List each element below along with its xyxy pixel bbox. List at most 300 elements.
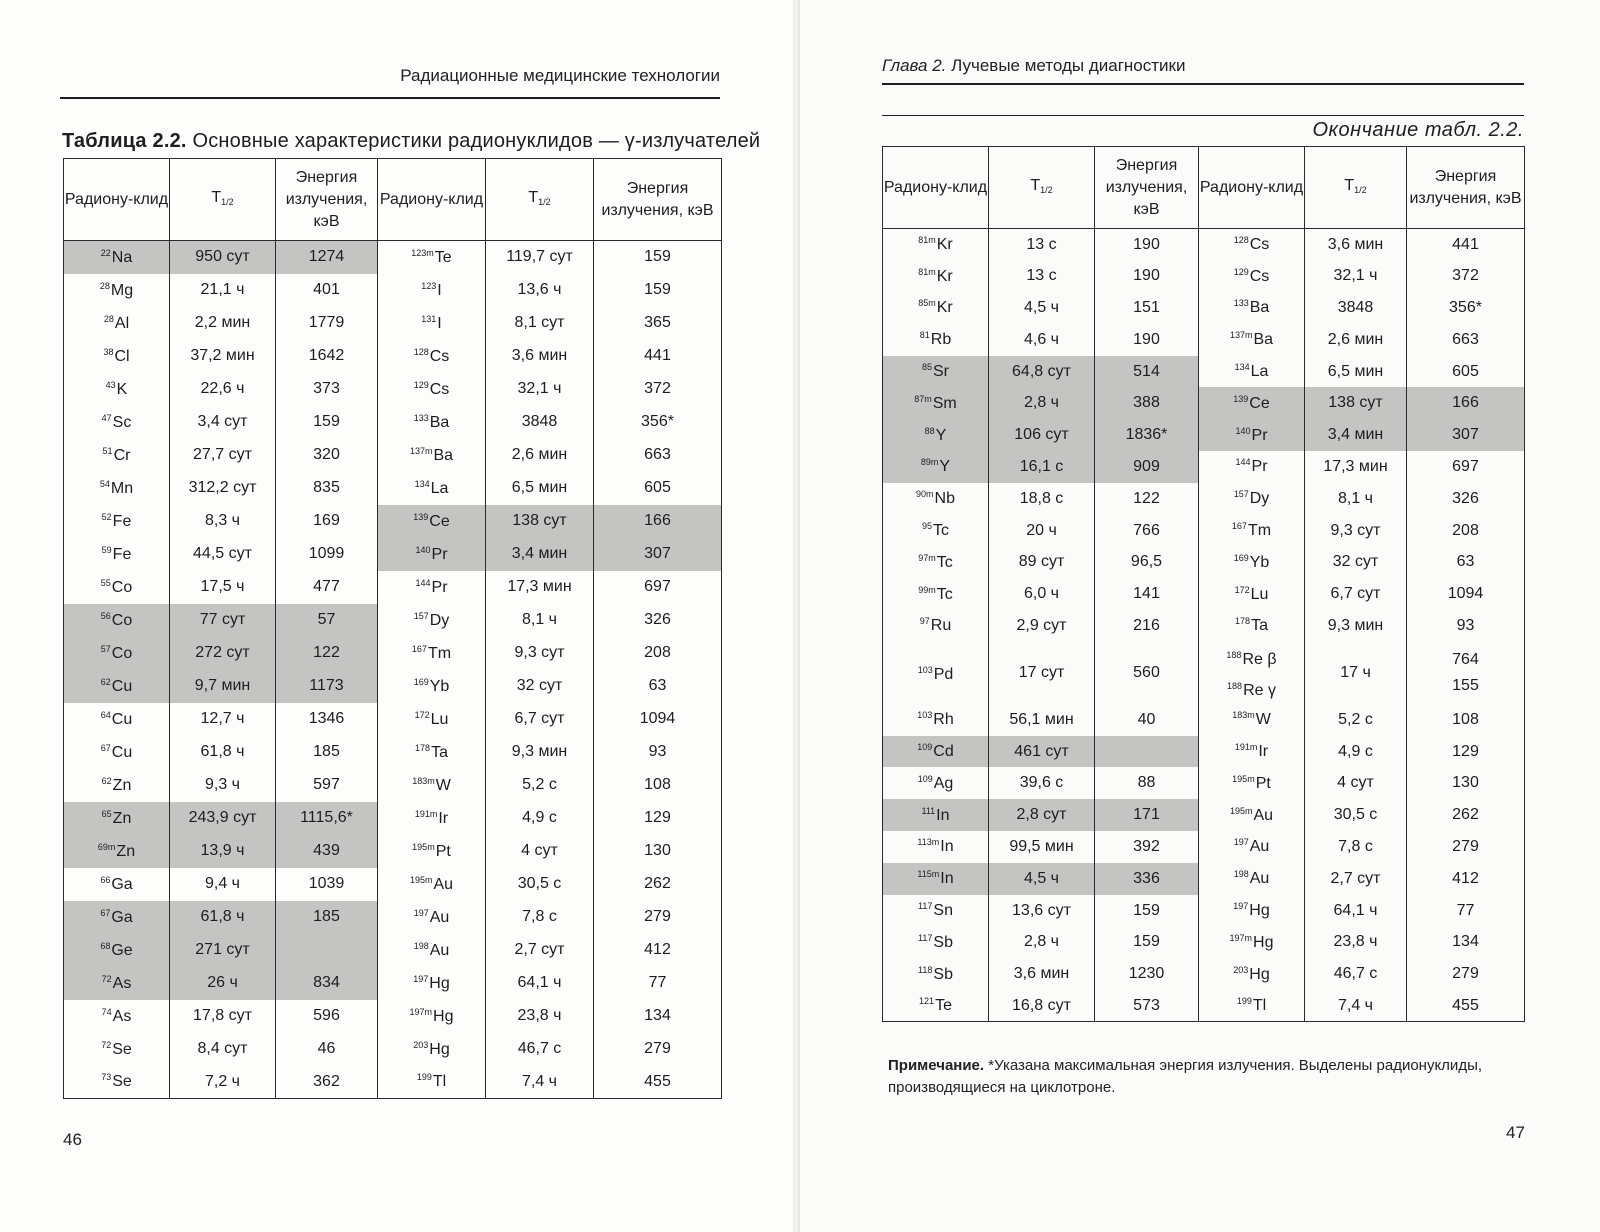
energy-cell: 320 (276, 439, 378, 472)
right-table-body (883, 229, 1525, 1022)
nuclide-cell (378, 373, 486, 406)
element-symbol: Dy (429, 611, 450, 629)
element-symbol: As (112, 974, 132, 992)
mass-number: 66 (100, 874, 111, 885)
half-life-cell: 6,7 сут (486, 703, 594, 736)
half-life-cell: 8,4 сут (170, 1033, 276, 1066)
mass-number: 72 (101, 1039, 112, 1050)
energy-cell: 596 (276, 1000, 378, 1033)
energy-cell: 1779 (276, 307, 378, 340)
element-symbol: Yb (429, 677, 450, 695)
table-row (64, 505, 722, 538)
nuclide-cell (378, 472, 486, 505)
energy-cell: 573 (1095, 990, 1199, 1022)
energy-cell: 1274 (276, 241, 378, 274)
note-text: *Указана максимальная энергия излучения. Выделены радионуклиды, производящиеся на циклотроне. (888, 1057, 1483, 1096)
table-row (64, 901, 722, 934)
mass-number: 111 (921, 805, 936, 816)
half-life-cell: 6,0 ч (989, 578, 1095, 610)
mass-number: 195m (409, 874, 433, 885)
mass-number: 134 (414, 478, 430, 489)
half-life-cell: 13 с (989, 229, 1095, 261)
element-symbol: Au (1253, 806, 1274, 824)
table-row (883, 863, 1525, 895)
mass-number: 69m (97, 841, 116, 852)
table-row (883, 515, 1525, 547)
mass-number: 169 (413, 676, 429, 687)
table-caption-label: Таблица 2.2. (62, 130, 187, 152)
nuclide-cell (64, 538, 170, 571)
energy-cell: 46 (276, 1033, 378, 1066)
element-symbol: Cl (114, 347, 130, 365)
mass-number: 123 (421, 280, 437, 291)
chapter-title: Лучевые методы диагностики (946, 56, 1186, 75)
energy-cell: 356* (1407, 292, 1525, 324)
half-life-cell: 4,6 ч (989, 324, 1095, 356)
element-symbol: Co (111, 611, 133, 629)
table-row (883, 831, 1525, 863)
mass-number: 117 (918, 901, 933, 912)
energy-cell: 477 (276, 571, 378, 604)
half-life-cell: 17 сут (989, 642, 1095, 704)
element-symbol: Mn (110, 479, 134, 497)
element-symbol: Hg (1253, 933, 1274, 951)
energy-cell: 336 (1095, 863, 1199, 895)
mass-number: 22 (100, 247, 111, 258)
half-life-cell: 7,8 с (486, 901, 594, 934)
half-life-cell: 39,6 с (989, 767, 1095, 799)
half-life-cell: 32 сут (486, 670, 594, 703)
mass-number: 178 (1235, 616, 1251, 627)
energy-cell: 208 (1407, 515, 1525, 547)
nuclide-cell (64, 901, 170, 934)
half-life-cell: 9,4 ч (170, 868, 276, 901)
table-row (64, 373, 722, 406)
element-symbol: Ba (1249, 299, 1270, 317)
element-symbol: Sr (933, 363, 949, 381)
energy-cell (1095, 736, 1199, 768)
half-life-cell: 2,6 мин (1305, 324, 1407, 356)
half-life-cell: 61,8 ч (170, 901, 276, 934)
element-symbol: Pr (431, 545, 448, 563)
element-symbol: Ba (429, 413, 450, 431)
energy-cell: 159 (594, 241, 722, 274)
nuclide-cell (883, 736, 989, 768)
energy-cell: 185 (276, 736, 378, 769)
mass-number: 97 (919, 616, 930, 627)
energy-cell: 356* (594, 406, 722, 439)
note-label: Примечание. (888, 1057, 985, 1074)
nuclide-cell (378, 769, 486, 802)
element-symbol: Y (939, 458, 951, 476)
mass-number: 197 (1233, 837, 1249, 848)
element-symbol: Ge (111, 941, 133, 959)
mass-number: 121 (919, 996, 935, 1007)
nuclide-cell (64, 967, 170, 1000)
mass-number: 62 (101, 775, 112, 786)
element-symbol: In (936, 806, 950, 824)
table-row (64, 835, 722, 868)
element-symbol: Ru (930, 617, 952, 635)
nuclide-cell (64, 340, 170, 373)
half-life-cell: 30,5 с (486, 868, 594, 901)
header-row (883, 147, 1525, 229)
chapter-label: Глава 2. (882, 56, 947, 75)
element-symbol: Na (111, 248, 133, 266)
element-symbol: Cs (1249, 267, 1270, 285)
half-life-cell: 16,8 сут (989, 990, 1095, 1022)
energy-cell: 372 (594, 373, 722, 406)
element-symbol: Rb (930, 331, 952, 349)
table-row (64, 604, 722, 637)
energy-cell: 130 (594, 835, 722, 868)
element-symbol: Co (111, 644, 133, 662)
nuclide-cell (883, 387, 989, 419)
table-row (883, 704, 1525, 736)
nuclide-cell (1199, 958, 1305, 990)
energy-cell: 134 (1407, 926, 1525, 958)
table-row (64, 1000, 722, 1033)
nuclide-cell (64, 835, 170, 868)
header-energy: Энергия излучения, кэВ (1407, 147, 1525, 229)
mass-number: 64 (100, 709, 111, 720)
mass-number: 172 (414, 709, 430, 720)
mass-number: 118 (918, 964, 933, 975)
mass-number: 103 (917, 710, 933, 721)
mass-number: 195m (1229, 805, 1253, 816)
half-life-cell: 64,1 ч (1305, 895, 1407, 927)
mass-number: 85 (921, 362, 932, 373)
nuclide-cell (1199, 642, 1305, 704)
energy-cell: 697 (1407, 451, 1525, 483)
mass-number: 129 (1233, 266, 1249, 277)
half-life-cell: 46,7 с (486, 1033, 594, 1066)
table-note (888, 1055, 1528, 1099)
element-symbol: Ta (1251, 617, 1268, 635)
right-header-rule (882, 83, 1524, 85)
nuclide-cell (64, 274, 170, 307)
table-row (883, 610, 1525, 642)
element-symbol: Nb (934, 490, 955, 508)
half-life-cell: 32,1 ч (486, 373, 594, 406)
element-symbol: Se (112, 1040, 132, 1058)
book-spine (793, 0, 800, 1232)
mass-number: 169 (1233, 552, 1249, 563)
energy-cell: 130 (1407, 767, 1525, 799)
left-header-rule (60, 97, 720, 99)
half-life-cell: 243,9 сут (170, 802, 276, 835)
element-symbol: Rh (933, 711, 954, 729)
energy-cell: 392 (1095, 831, 1199, 863)
mass-number: 28 (99, 280, 110, 291)
mass-number: 198 (1233, 869, 1249, 880)
energy-cell: 159 (1095, 895, 1199, 927)
table-row (64, 472, 722, 505)
element-symbol: Co (111, 578, 133, 596)
table-row (883, 578, 1525, 610)
energy-cell: 1039 (276, 868, 378, 901)
half-life-cell: 20 ч (989, 515, 1095, 547)
half-life-cell: 32,1 ч (1305, 260, 1407, 292)
right-nuclide-table (882, 146, 1525, 1022)
half-life-cell: 7,2 ч (170, 1066, 276, 1099)
energy-cell: 279 (1407, 958, 1525, 990)
energy-cell: 171 (1095, 799, 1199, 831)
table-row (64, 637, 722, 670)
mass-number: 197 (413, 907, 429, 918)
table-row (64, 670, 722, 703)
nuclide-cell (883, 229, 989, 261)
nuclide-cell (64, 1066, 170, 1099)
element-symbol: Ba (1253, 331, 1274, 349)
mass-number: 113m (917, 837, 940, 848)
table-row (64, 439, 722, 472)
half-life-cell: 2,9 сут (989, 610, 1095, 642)
mass-number: 85m (918, 298, 936, 309)
header-half-life (170, 159, 276, 241)
energy-cell: 279 (594, 901, 722, 934)
nuclide-cell (64, 1033, 170, 1066)
energy-cell: 441 (594, 340, 722, 373)
element-symbol: La (430, 479, 449, 497)
mass-number: 140 (1235, 425, 1251, 436)
mass-number: 197m (409, 1006, 433, 1017)
nuclide-cell (378, 406, 486, 439)
mass-number: 188 (1227, 680, 1243, 691)
half-life-cell: 8,1 ч (1305, 483, 1407, 515)
mass-number: 133 (1233, 298, 1249, 309)
element-symbol: Te (434, 248, 452, 266)
half-life-cell: 9,3 сут (1305, 515, 1407, 547)
half-life-cell: 18,8 с (989, 483, 1095, 515)
energy-cell: 362 (276, 1066, 378, 1099)
nuclide-cell (378, 967, 486, 1000)
half-life-cell: 89 сут (989, 546, 1095, 578)
mass-number: 197 (413, 973, 429, 984)
half-life-cell: 21,1 ч (170, 274, 276, 307)
energy-cell: 262 (594, 868, 722, 901)
mass-number: 81m (918, 235, 936, 246)
table-row (64, 934, 722, 967)
energy-cell: 63 (1407, 546, 1525, 578)
mass-number: 199 (1236, 996, 1252, 1007)
half-life-cell: 3,4 мин (486, 538, 594, 571)
element-symbol: Tc (936, 585, 953, 603)
mass-number: 103 (917, 665, 933, 676)
energy-cell: 96,5 (1095, 546, 1199, 578)
nuclide-cell (1199, 356, 1305, 388)
half-life-subscript: 1/2 (538, 196, 551, 207)
energy-cell (276, 934, 378, 967)
energy-cell: 77 (594, 967, 722, 1000)
header-half-life (486, 159, 594, 241)
energy-cell: 441 (1407, 229, 1525, 261)
nuclide-cell (1199, 546, 1305, 578)
energy-cell: 455 (594, 1066, 722, 1099)
nuclide-cell (883, 292, 989, 324)
energy-cell: 1173 (276, 670, 378, 703)
table-caption (62, 130, 760, 153)
half-life-cell: 4 сут (486, 835, 594, 868)
element-symbol: Pt (1255, 774, 1271, 792)
nuclide-cell (64, 769, 170, 802)
energy-cell: 134 (594, 1000, 722, 1033)
energy-cell: 190 (1095, 260, 1199, 292)
mass-number: 144 (1235, 457, 1251, 468)
energy-cell: 190 (1095, 229, 1199, 261)
element-symbol: Ga (111, 908, 133, 926)
element-symbol: Cs (429, 380, 450, 398)
right-running-head (882, 56, 1185, 76)
right-table-header (883, 147, 1525, 229)
nuclide-cell (883, 610, 989, 642)
table-row (64, 703, 722, 736)
half-life-symbol: T (211, 188, 222, 206)
element-symbol: Au (1249, 838, 1270, 856)
element-symbol: Ga (111, 875, 133, 893)
mass-number: 57 (100, 643, 111, 654)
header-energy: Энергия излучения, кэВ (276, 159, 378, 241)
half-life-cell: 2,8 ч (989, 387, 1095, 419)
table-row (64, 802, 722, 835)
element-symbol: Hg (1249, 902, 1270, 920)
nuclide-cell (64, 1000, 170, 1033)
mass-number: 51 (102, 445, 113, 456)
half-life-cell: 3848 (1305, 292, 1407, 324)
half-life-cell: 17,5 ч (170, 571, 276, 604)
element-symbol: Ag (933, 774, 954, 792)
half-life-cell: 56,1 мин (989, 704, 1095, 736)
half-life-cell: 23,8 ч (486, 1000, 594, 1033)
mass-number: 72 (101, 973, 112, 984)
left-page-number: 46 (63, 1130, 82, 1149)
element-symbol: Tm (427, 644, 452, 662)
half-life-cell: 7,8 с (1305, 831, 1407, 863)
half-life-cell: 6,5 мин (486, 472, 594, 505)
left-nuclide-table (63, 158, 722, 1099)
element-symbol: I (437, 281, 442, 299)
element-symbol: Re γ (1243, 681, 1276, 699)
energy-cell: 1099 (276, 538, 378, 571)
energy-cell: 834 (276, 967, 378, 1000)
table-row (64, 736, 722, 769)
energy-cell: 262 (1407, 799, 1525, 831)
nuclide-cell (64, 241, 170, 274)
element-symbol: Tc (936, 553, 953, 571)
element-symbol: Tl (432, 1073, 447, 1091)
nuclide-cell (64, 736, 170, 769)
table-row (64, 274, 722, 307)
energy-cell: 388 (1095, 387, 1199, 419)
energy-cell: 190 (1095, 324, 1199, 356)
half-life-cell: 99,5 мин (989, 831, 1095, 863)
nuclide-cell (64, 934, 170, 967)
mass-number: 67 (100, 907, 111, 918)
mass-number: 81m (918, 266, 936, 277)
mass-number: 109 (917, 742, 933, 753)
element-symbol: Tc (933, 522, 949, 540)
half-life-cell: 77 сут (170, 604, 276, 637)
nuclide-cell (378, 901, 486, 934)
half-life-cell: 5,2 с (486, 769, 594, 802)
energy-cell: 605 (1407, 356, 1525, 388)
nuclide-cell (883, 546, 989, 578)
table-row (64, 769, 722, 802)
element-symbol: Cs (429, 347, 450, 365)
half-life-subscript: 1/2 (1354, 184, 1367, 195)
half-life-cell: 9,3 сут (486, 637, 594, 670)
mass-number: 203 (413, 1039, 429, 1050)
energy-cell: 122 (1095, 483, 1199, 515)
mass-number: 68 (100, 940, 111, 951)
half-life-cell: 2,7 сут (1305, 863, 1407, 895)
mass-number: 115m (917, 869, 940, 880)
half-life-cell: 4,5 ч (989, 863, 1095, 895)
nuclide-cell (883, 451, 989, 483)
mass-number: 117 (918, 932, 933, 943)
half-life-cell: 3,4 мин (1305, 419, 1407, 451)
nuclide-cell (378, 241, 486, 274)
energy-value: 155 (1452, 676, 1479, 694)
energy-cell: 166 (1407, 387, 1525, 419)
element-symbol: Au (433, 875, 454, 893)
element-symbol: Kr (936, 236, 953, 254)
element-symbol: Sc (112, 413, 132, 431)
mass-number: 43 (105, 379, 116, 390)
element-symbol: Au (429, 908, 450, 926)
half-life-cell: 64,8 сут (989, 356, 1095, 388)
table-row (883, 260, 1525, 292)
nuclide-cell (378, 340, 486, 373)
nuclide-cell (378, 439, 486, 472)
element-symbol: K (116, 380, 128, 398)
nuclide-cell (378, 505, 486, 538)
mass-number: 139 (1233, 393, 1249, 404)
mass-number: 54 (99, 478, 110, 489)
mass-number: 73 (101, 1072, 112, 1083)
energy-cell: 307 (594, 538, 722, 571)
table-row (883, 736, 1525, 768)
nuclide-cell (64, 802, 170, 835)
table-row (883, 356, 1525, 388)
mass-number: 157 (1233, 489, 1249, 500)
energy-cell: 401 (276, 274, 378, 307)
mass-number: 191m (1234, 742, 1258, 753)
mass-number: 195m (1232, 773, 1255, 784)
energy-cell: 412 (1407, 863, 1525, 895)
mass-number: 134 (1234, 362, 1250, 373)
mass-number: 88 (924, 425, 935, 436)
half-life-cell: 2,8 сут (989, 799, 1095, 831)
nuclide-cell (883, 419, 989, 451)
half-life-cell: 271 сут (170, 934, 276, 967)
half-life-cell: 26 ч (170, 967, 276, 1000)
energy-cell: 1094 (594, 703, 722, 736)
nuclide-cell (378, 835, 486, 868)
nuclide-cell (378, 307, 486, 340)
half-life-cell: 37,2 мин (170, 340, 276, 373)
energy-cell: 365 (594, 307, 722, 340)
table-row (64, 571, 722, 604)
half-life-cell: 22,6 ч (170, 373, 276, 406)
table-row (64, 406, 722, 439)
element-symbol: As (112, 1007, 132, 1025)
nuclide-cell (378, 802, 486, 835)
half-life-cell: 32 сут (1305, 546, 1407, 578)
nuclide-cell (64, 439, 170, 472)
nuclide-cell (1199, 767, 1305, 799)
nuclide-cell (378, 274, 486, 307)
